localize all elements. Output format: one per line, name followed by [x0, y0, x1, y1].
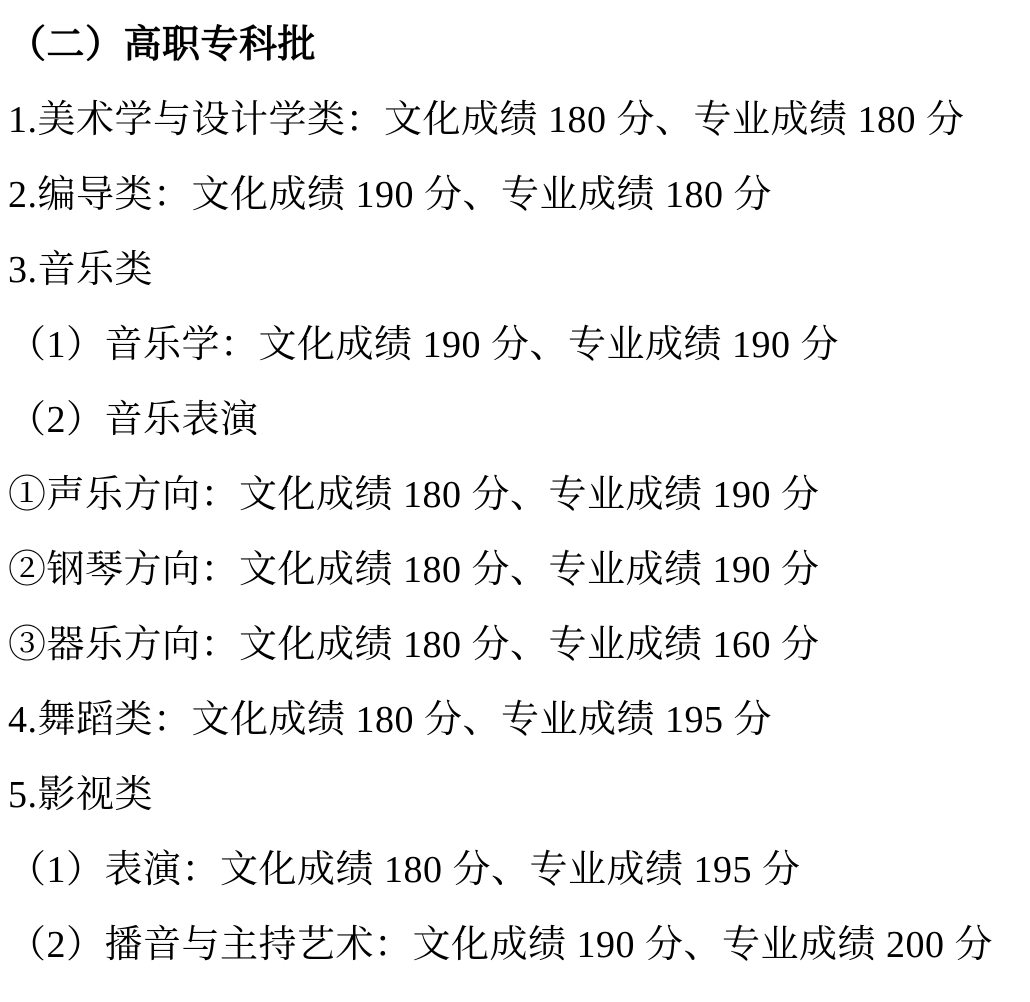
line-musicology: （1）音乐学：文化成绩 190 分、专业成绩 190 分: [8, 324, 840, 366]
line-film-tv-category: 5.影视类: [8, 774, 154, 816]
line-piano-direction: ②钢琴方向：文化成绩 180 分、专业成绩 190 分: [8, 549, 820, 591]
line-instrumental-direction: ③器乐方向：文化成绩 180 分、专业成绩 160 分: [8, 624, 820, 666]
line-dance-category: 4.舞蹈类：文化成绩 180 分、专业成绩 195 分: [8, 699, 773, 741]
line-fine-arts-design: 1.美术学与设计学类：文化成绩 180 分、专业成绩 180 分: [8, 99, 965, 141]
line-directing: 2.编导类：文化成绩 190 分、专业成绩 180 分: [8, 174, 773, 216]
line-broadcasting-hosting: （2）播音与主持艺术：文化成绩 190 分、专业成绩 200 分: [8, 924, 994, 966]
line-acting: （1）表演：文化成绩 180 分、专业成绩 195 分: [8, 849, 801, 891]
line-music-performance: （2）音乐表演: [8, 399, 259, 441]
section-heading: （二）高职专科批: [8, 24, 317, 66]
line-vocal-direction: ①声乐方向：文化成绩 180 分、专业成绩 190 分: [8, 474, 820, 516]
line-music-category: 3.音乐类: [8, 249, 154, 291]
